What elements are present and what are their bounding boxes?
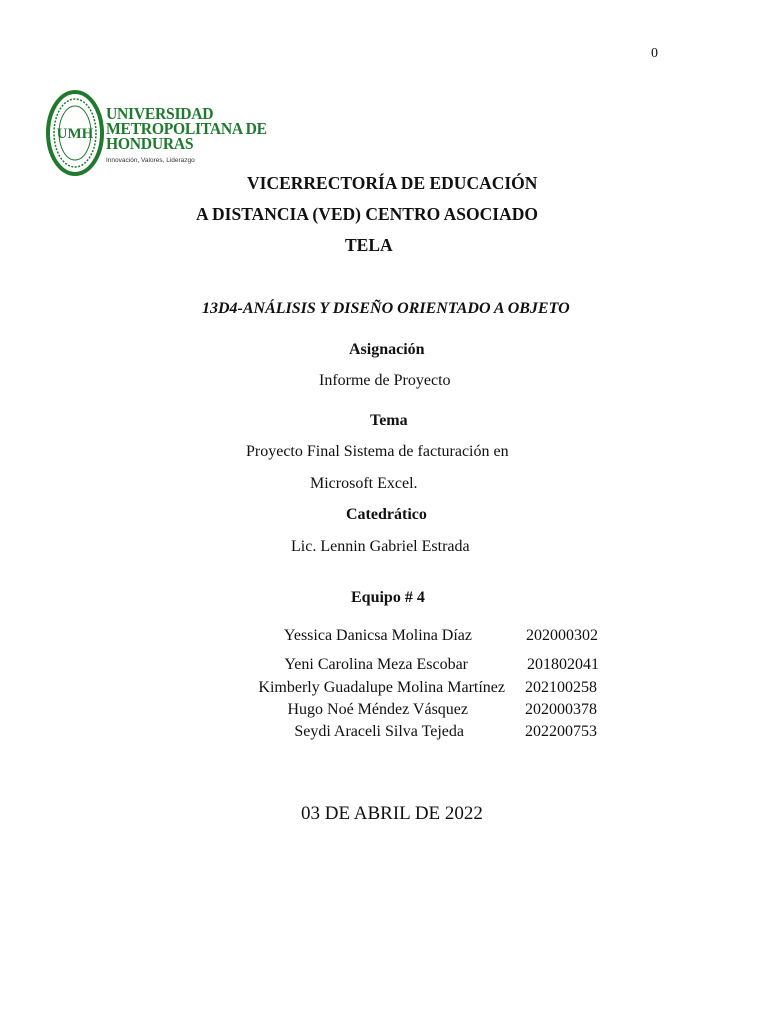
team-member-id: 202100258 (525, 679, 597, 696)
team-member-name: Yeni Carolina Meza Escobar (284, 656, 468, 673)
university-logo (46, 90, 286, 176)
team-member-id: 202000378 (525, 701, 597, 718)
course-title: 13D4-ANÁLISIS Y DISEÑO ORIENTADO A OBJETO (202, 300, 570, 317)
university-wordmark (106, 106, 281, 168)
topic-value-line-2: Microsoft Excel. (310, 475, 418, 492)
university-seal-icon (46, 90, 104, 176)
professor-label: Catedrático (346, 506, 427, 523)
header-line-3: TELA (345, 235, 393, 255)
team-label: Equipo # 4 (351, 589, 425, 606)
logo-line-1: UNIVERSIDAD (106, 104, 214, 123)
team-member-name: Seydi Araceli Silva Tejeda (294, 723, 464, 740)
assignment-value: Informe de Proyecto (319, 372, 451, 389)
assignment-label: Asignación (349, 341, 425, 358)
seal-text: UMH (56, 126, 94, 142)
logo-line-2: METROPOLITANA DE (106, 119, 267, 138)
header-line-1: VICERRECTORÍA DE EDUCACIÓN (247, 173, 538, 193)
team-member-name: Hugo Noé Méndez Vásquez (287, 701, 468, 718)
team-member-id: 202200753 (525, 723, 597, 740)
logo-line-3: HONDURAS (106, 134, 194, 153)
header-line-2: A DISTANCIA (VED) CENTRO ASOCIADO (196, 204, 538, 224)
team-member-name: Kimberly Guadalupe Molina Martínez (258, 679, 505, 696)
team-member-name: Yessica Danicsa Molina Díaz (283, 627, 472, 644)
page-number: 0 (651, 46, 658, 61)
topic-value-line-1: Proyecto Final Sistema de facturación en (246, 443, 509, 460)
topic-label: Tema (370, 412, 408, 429)
logo-slogan: Innovación, Valores, Liderazgo (106, 157, 195, 164)
team-member-id: 202000302 (526, 627, 598, 644)
document-date: 03 DE ABRIL DE 2022 (301, 803, 483, 824)
team-member-id: 201802041 (527, 656, 599, 673)
professor-value: Lic. Lennin Gabriel Estrada (291, 538, 470, 555)
